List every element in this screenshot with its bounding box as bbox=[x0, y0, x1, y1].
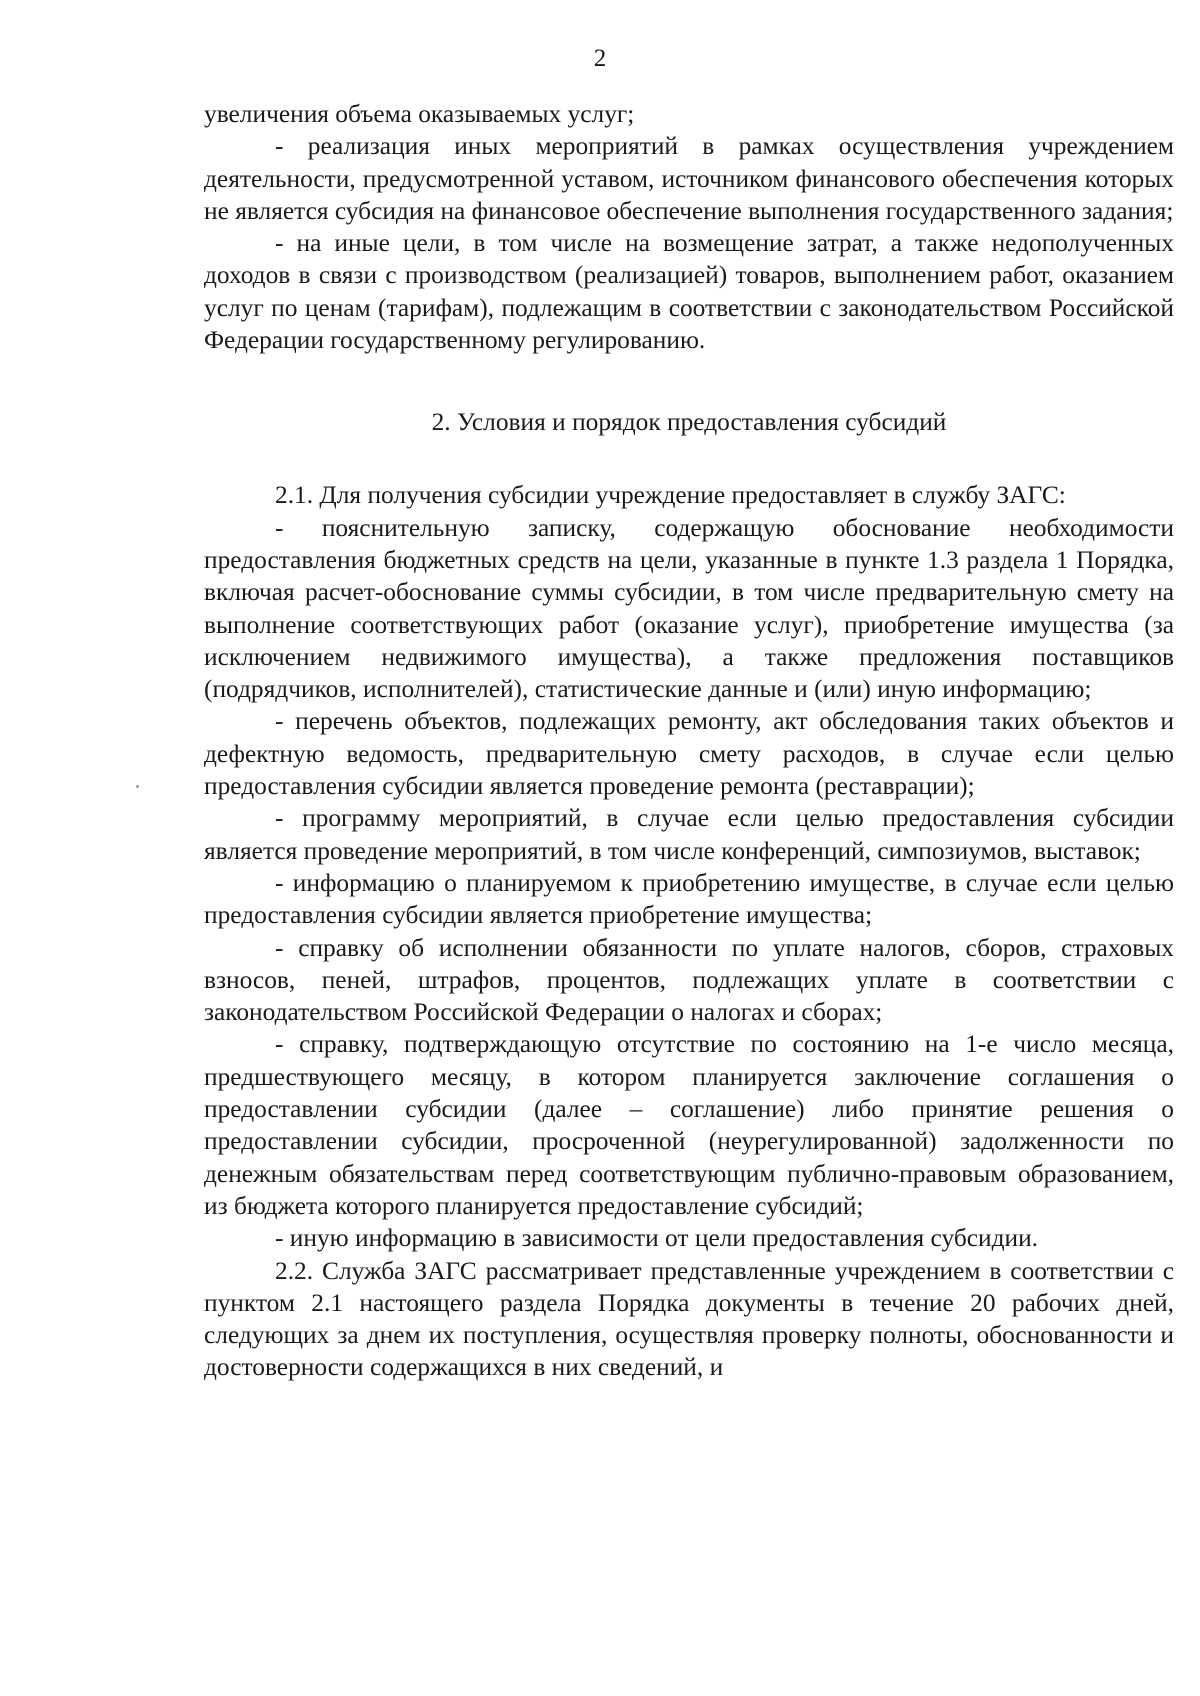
paragraph: - реализация иных мероприятий в рамках осуществления учреждением деятельности, предусмотренной уставом, источником финансового обеспечения которых не является субсидия на финансовое обеспечение выполнения государственного задания; bbox=[204, 132, 1174, 225]
document-body bbox=[204, 98, 1174, 1384]
paragraphs-before bbox=[204, 98, 1174, 356]
paragraph: - на иные цели, в том числе на возмещение затрат, а также недополученных доходов в связи с производством (реализацией) товаров, выполнением работ, оказанием услуг по ценам (тарифам), подлежащим в соответствии с законодательством Российской Федерации государственному регулированию. bbox=[204, 229, 1174, 355]
page-number: 2 bbox=[593, 45, 607, 72]
paragraph: - пояснительную записку, содержащую обоснование необходимости предоставления бюджетных средств на цели, указанные в пункте 1.3 раздела 1 Порядка, включая расчет-обоснование суммы субсидии, в том числе предварительную смету на выполнение соответствующих работ (оказание услуг), приобретение имущества (за исключением недвижимого имущества), а также предложения поставщиков (подрядчиков, исполнителей), статистические данные и (или) иную информацию; bbox=[204, 513, 1174, 704]
paragraph: - иную информацию в зависимости от цели предоставления субсидии. bbox=[275, 1224, 1039, 1253]
paragraph: увеличения объема оказываемых услуг; bbox=[204, 100, 635, 128]
paragraph: - информацию о планируемом к приобретению имуществе, в случае если целью предоставления субсидии является приобретение имущества; bbox=[204, 868, 1174, 930]
paragraph: 2.1. Для получения субсидии учреждение предоставляет в службу ЗАГС: bbox=[275, 481, 1066, 510]
paragraph: - программу мероприятий, в случае если целью предоставления субсидии является проведение мероприятий, в том числе конференций, симпозиумов, выставок; bbox=[204, 804, 1174, 865]
paragraph: - справку, подтверждающую отсутствие по состоянию на 1-е число месяца, предшествующего месяцу, в котором планируется заключение соглашения о предоставлении субсидии (далее – соглашение) либо принятие решения о предоставлении субсидии, просроченной (неурегулированной) задолженности по денежным обязательствам перед соответствующим публично-правовым образованием, из бюджета которого планируется предоставление субсидий; bbox=[204, 1030, 1174, 1220]
scan-speck bbox=[136, 785, 139, 788]
paragraph: - перечень объектов, подлежащих ремонту, акт обследования таких объектов и дефектную ведомость, предварительную смету расходов, в случае если целью предоставления субсидии является проведение ремонта (реставрации); bbox=[204, 707, 1174, 801]
paragraph: - справку об исполнении обязанности по уплате налогов, сборов, страховых взносов, пеней, штрафов, процентов, подлежащих уплате в соответствии с законодательством Российской Федерации о налогах и сборах; bbox=[204, 933, 1174, 1027]
section-heading: 2. Условия и порядок предоставления субсидий bbox=[431, 408, 947, 437]
paragraphs-after bbox=[204, 479, 1174, 1383]
paragraph: 2.2. Служба ЗАГС рассматривает представленные учреждением в соответствии с пунктом 2.1 настоящего раздела Порядка документы в течение 20 рабочих дней, следующих за днем их поступления, осуществляя проверку полноты, обоснованности и достоверности содержащихся в них сведений, и bbox=[204, 1256, 1174, 1382]
